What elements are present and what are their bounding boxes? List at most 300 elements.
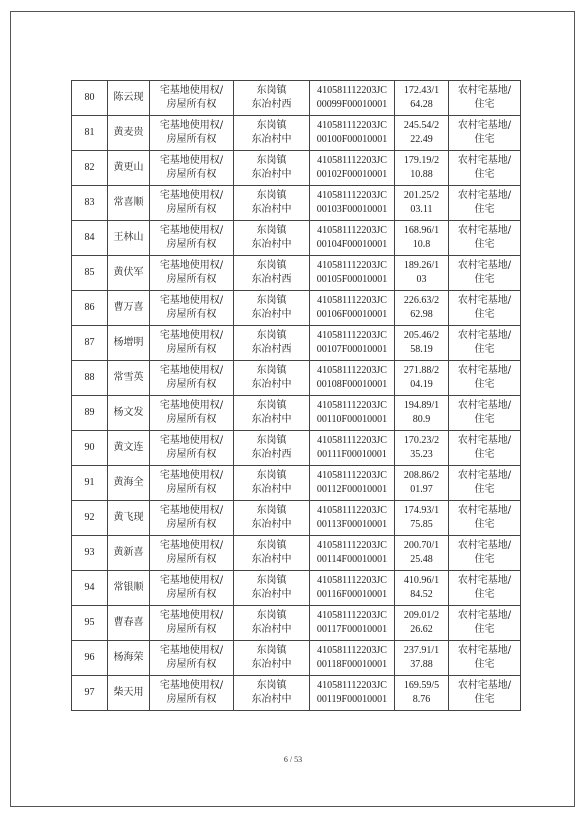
cell-usage-line: 住宅 — [474, 274, 495, 285]
cell-location — [234, 536, 310, 571]
cell-right-type-line: 房屋所有权 — [166, 519, 217, 530]
cell-number: 80 — [72, 81, 108, 116]
cell-area-line: 189.26/1 — [403, 260, 440, 271]
cell-area-line: 84.52 — [410, 589, 433, 600]
cell-number: 86 — [72, 291, 108, 326]
cell-area-line: 168.96/1 — [403, 225, 440, 236]
cell-owner-name: 黄飞现 — [108, 501, 150, 536]
cell-location-line: 东岗镇 — [256, 365, 287, 376]
cell-number: 90 — [72, 431, 108, 466]
cell-usage-line: 住宅 — [474, 519, 495, 530]
cell-unit-code-line: 00099F00010001 — [316, 99, 388, 110]
cell-unit-code-line: 00111F00010001 — [317, 449, 387, 460]
cell-owner-name: 陈云现 — [108, 81, 150, 116]
cell-location — [234, 256, 310, 291]
cell-location-line: 东岗镇 — [256, 155, 287, 166]
cell-location — [234, 606, 310, 641]
cell-right-type-line: 宅基地使用权/ — [159, 575, 224, 586]
cell-usage-line: 农村宅基地/ — [457, 190, 512, 201]
cell-number: 83 — [72, 186, 108, 221]
cell-location — [234, 431, 310, 466]
cell-usage-line: 住宅 — [474, 449, 495, 460]
cell-owner-name: 黄海全 — [108, 466, 150, 501]
cell-unit-code-line: 410581112203JC — [317, 435, 387, 446]
cell-unit-code-line: 410581112203JC — [317, 645, 387, 656]
cell-area-line: 22.49 — [410, 134, 433, 145]
cell-location — [234, 81, 310, 116]
cell-right-type-line: 宅基地使用权/ — [159, 505, 224, 516]
cell-area — [395, 466, 449, 501]
cell-right-type-line: 宅基地使用权/ — [159, 260, 224, 271]
cell-right-type-line: 房屋所有权 — [166, 99, 217, 110]
cell-right-type-line: 房屋所有权 — [166, 589, 217, 600]
cell-right-type-line: 房屋所有权 — [166, 659, 217, 670]
table-row — [72, 256, 521, 291]
cell-right-type-line: 宅基地使用权/ — [159, 155, 224, 166]
cell-usage — [449, 606, 521, 641]
cell-area — [395, 571, 449, 606]
cell-area-line: 62.98 — [410, 309, 433, 320]
cell-usage-line: 住宅 — [474, 134, 495, 145]
cell-right-type-line: 房屋所有权 — [166, 484, 217, 495]
cell-location — [234, 221, 310, 256]
cell-area — [395, 676, 449, 711]
cell-unit-code-line: 00106F00010001 — [316, 309, 388, 320]
cell-usage — [449, 256, 521, 291]
cell-area-line: 245.54/2 — [403, 120, 440, 131]
cell-location-line: 东岗镇 — [256, 540, 287, 551]
cell-location-line: 东冶村中 — [251, 134, 292, 145]
cell-number: 84 — [72, 221, 108, 256]
table-row — [72, 396, 521, 431]
cell-location-line: 东岗镇 — [256, 190, 287, 201]
cell-unit-code-line: 410581112203JC — [317, 190, 387, 201]
cell-owner-name: 杨增明 — [108, 326, 150, 361]
cell-right-type-line: 房屋所有权 — [166, 554, 217, 565]
cell-usage — [449, 571, 521, 606]
cell-right-type — [150, 186, 234, 221]
cell-right-type-line: 宅基地使用权/ — [159, 295, 224, 306]
cell-right-type-line: 房屋所有权 — [166, 379, 217, 390]
cell-area — [395, 81, 449, 116]
cell-usage-line: 住宅 — [474, 239, 495, 250]
cell-usage-line: 住宅 — [474, 309, 495, 320]
table-row — [72, 606, 521, 641]
cell-right-type — [150, 326, 234, 361]
cell-usage-line: 农村宅基地/ — [457, 330, 512, 341]
cell-location-line: 东冶村中 — [251, 554, 292, 565]
cell-area — [395, 151, 449, 186]
cell-right-type-line: 房屋所有权 — [166, 309, 217, 320]
cell-right-type — [150, 256, 234, 291]
cell-area — [395, 431, 449, 466]
cell-location — [234, 151, 310, 186]
cell-area-line: 209.01/2 — [403, 610, 440, 621]
cell-right-type-line: 房屋所有权 — [166, 169, 217, 180]
cell-usage-line: 农村宅基地/ — [457, 295, 512, 306]
cell-unit-code-line: 410581112203JC — [317, 575, 387, 586]
cell-location-line: 东冶村西 — [251, 449, 292, 460]
cell-right-type-line: 房屋所有权 — [166, 694, 217, 705]
table-row — [72, 221, 521, 256]
cell-location — [234, 291, 310, 326]
cell-usage-line: 农村宅基地/ — [457, 225, 512, 236]
cell-right-type-line: 房屋所有权 — [166, 274, 217, 285]
cell-right-type — [150, 606, 234, 641]
page-number: 6 / 53 — [283, 755, 303, 764]
cell-area — [395, 116, 449, 151]
cell-unit-code-line: 00113F00010001 — [316, 519, 388, 530]
table-row — [72, 151, 521, 186]
cell-unit-code — [310, 431, 395, 466]
cell-right-type-line: 房屋所有权 — [166, 344, 217, 355]
cell-unit-code-line: 410581112203JC — [317, 470, 387, 481]
cell-number: 91 — [72, 466, 108, 501]
cell-area — [395, 606, 449, 641]
cell-usage-line: 住宅 — [474, 204, 495, 215]
cell-right-type-line: 宅基地使用权/ — [159, 435, 224, 446]
cell-right-type — [150, 291, 234, 326]
cell-area-line: 201.25/2 — [403, 190, 440, 201]
cell-right-type — [150, 641, 234, 676]
cell-right-type-line: 宅基地使用权/ — [159, 365, 224, 376]
cell-owner-name: 常银顺 — [108, 571, 150, 606]
cell-unit-code-line: 410581112203JC — [317, 505, 387, 516]
cell-number: 96 — [72, 641, 108, 676]
cell-unit-code — [310, 676, 395, 711]
cell-unit-code — [310, 326, 395, 361]
cell-unit-code-line: 410581112203JC — [317, 155, 387, 166]
cell-location-line: 东岗镇 — [256, 400, 287, 411]
cell-location-line: 东岗镇 — [256, 330, 287, 341]
cell-area-line: 04.19 — [410, 379, 433, 390]
cell-unit-code-line: 00105F00010001 — [316, 274, 388, 285]
cell-location — [234, 116, 310, 151]
cell-location — [234, 641, 310, 676]
cell-owner-name: 王林山 — [108, 221, 150, 256]
cell-right-type — [150, 466, 234, 501]
cell-right-type-line: 宅基地使用权/ — [159, 120, 224, 131]
cell-usage-line: 住宅 — [474, 659, 495, 670]
cell-usage-line: 住宅 — [474, 344, 495, 355]
cell-number: 87 — [72, 326, 108, 361]
cell-usage — [449, 81, 521, 116]
cell-location-line: 东冶村西 — [251, 274, 292, 285]
cell-unit-code — [310, 501, 395, 536]
cell-unit-code-line: 00102F00010001 — [316, 169, 388, 180]
cell-usage — [449, 676, 521, 711]
cell-location-line: 东岗镇 — [256, 645, 287, 656]
cell-area — [395, 326, 449, 361]
table-row — [72, 641, 521, 676]
cell-area-line: 35.23 — [410, 449, 433, 460]
cell-unit-code-line: 410581112203JC — [317, 295, 387, 306]
cell-number: 89 — [72, 396, 108, 431]
cell-usage — [449, 501, 521, 536]
cell-right-type-line: 房屋所有权 — [166, 239, 217, 250]
cell-location — [234, 571, 310, 606]
cell-unit-code — [310, 571, 395, 606]
cell-area — [395, 536, 449, 571]
cell-area-line: 226.63/2 — [403, 295, 440, 306]
cell-location-line: 东冶村西 — [251, 99, 292, 110]
cell-area — [395, 221, 449, 256]
cell-right-type-line: 宅基地使用权/ — [159, 680, 224, 691]
cell-location-line: 东冶村中 — [251, 694, 292, 705]
cell-area-line: 170.23/2 — [403, 435, 440, 446]
cell-right-type-line: 宅基地使用权/ — [159, 400, 224, 411]
cell-usage — [449, 396, 521, 431]
cell-usage-line: 住宅 — [474, 694, 495, 705]
cell-unit-code — [310, 151, 395, 186]
cell-number: 88 — [72, 361, 108, 396]
cell-area-line: 10.8 — [412, 239, 431, 250]
cell-right-type — [150, 431, 234, 466]
cell-unit-code — [310, 641, 395, 676]
table-row — [72, 571, 521, 606]
cell-usage-line: 农村宅基地/ — [457, 260, 512, 271]
cell-unit-code-line: 410581112203JC — [317, 120, 387, 131]
records-table — [71, 80, 521, 711]
cell-unit-code-line: 410581112203JC — [317, 680, 387, 691]
cell-area-line: 205.46/2 — [403, 330, 440, 341]
cell-location — [234, 396, 310, 431]
cell-usage — [449, 326, 521, 361]
cell-location — [234, 676, 310, 711]
cell-number: 82 — [72, 151, 108, 186]
cell-usage-line: 住宅 — [474, 554, 495, 565]
cell-usage-line: 农村宅基地/ — [457, 610, 512, 621]
cell-unit-code — [310, 606, 395, 641]
cell-unit-code-line: 00117F00010001 — [316, 624, 388, 635]
cell-unit-code-line: 410581112203JC — [317, 610, 387, 621]
cell-right-type — [150, 361, 234, 396]
cell-usage — [449, 536, 521, 571]
table-row — [72, 291, 521, 326]
cell-area-line: 26.62 — [410, 624, 433, 635]
cell-unit-code-line: 00119F00010001 — [316, 694, 388, 705]
cell-area-line: 174.93/1 — [403, 505, 440, 516]
cell-unit-code-line: 410581112203JC — [317, 330, 387, 341]
cell-owner-name: 黄伏军 — [108, 256, 150, 291]
table-body — [72, 81, 521, 711]
cell-location — [234, 466, 310, 501]
cell-usage-line: 农村宅基地/ — [457, 400, 512, 411]
cell-usage — [449, 116, 521, 151]
cell-area-line: 80.9 — [412, 414, 431, 425]
cell-usage-line: 农村宅基地/ — [457, 365, 512, 376]
cell-location-line: 东岗镇 — [256, 575, 287, 586]
cell-unit-code-line: 00110F00010001 — [316, 414, 388, 425]
cell-location-line: 东岗镇 — [256, 610, 287, 621]
cell-right-type — [150, 396, 234, 431]
cell-usage — [449, 186, 521, 221]
cell-area — [395, 291, 449, 326]
cell-usage-line: 住宅 — [474, 484, 495, 495]
cell-area-line: 01.97 — [410, 484, 433, 495]
cell-usage — [449, 641, 521, 676]
cell-right-type-line: 房屋所有权 — [166, 449, 217, 460]
cell-area-line: 172.43/1 — [403, 85, 440, 96]
cell-right-type — [150, 221, 234, 256]
cell-unit-code-line: 00104F00010001 — [316, 239, 388, 250]
cell-unit-code — [310, 466, 395, 501]
cell-location-line: 东冶村中 — [251, 484, 292, 495]
cell-location — [234, 361, 310, 396]
cell-usage-line: 农村宅基地/ — [457, 470, 512, 481]
cell-unit-code-line: 00108F00010001 — [316, 379, 388, 390]
cell-location-line: 东冶村中 — [251, 169, 292, 180]
cell-right-type-line: 宅基地使用权/ — [159, 610, 224, 621]
cell-owner-name: 杨海荣 — [108, 641, 150, 676]
cell-location-line: 东岗镇 — [256, 85, 287, 96]
cell-number: 93 — [72, 536, 108, 571]
cell-unit-code — [310, 291, 395, 326]
cell-area-line: 8.76 — [412, 694, 431, 705]
cell-location-line: 东冶村中 — [251, 659, 292, 670]
cell-usage-line: 农村宅基地/ — [457, 435, 512, 446]
cell-location-line: 东冶村中 — [251, 589, 292, 600]
cell-right-type-line: 房屋所有权 — [166, 204, 217, 215]
cell-owner-name: 曹春喜 — [108, 606, 150, 641]
cell-right-type-line: 宅基地使用权/ — [159, 225, 224, 236]
cell-area-line: 03.11 — [410, 204, 433, 215]
cell-owner-name: 常雪英 — [108, 361, 150, 396]
cell-area-line: 271.88/2 — [403, 365, 440, 376]
table-row — [72, 466, 521, 501]
cell-area — [395, 361, 449, 396]
cell-owner-name: 黄新喜 — [108, 536, 150, 571]
cell-usage-line: 住宅 — [474, 99, 495, 110]
cell-location — [234, 326, 310, 361]
cell-right-type-line: 房屋所有权 — [166, 134, 217, 145]
cell-area — [395, 501, 449, 536]
table-row — [72, 81, 521, 116]
cell-area — [395, 256, 449, 291]
cell-unit-code — [310, 396, 395, 431]
cell-right-type — [150, 151, 234, 186]
cell-area-line: 194.89/1 — [403, 400, 440, 411]
cell-location-line: 东岗镇 — [256, 295, 287, 306]
cell-area-line: 64.28 — [410, 99, 433, 110]
cell-usage — [449, 466, 521, 501]
cell-area-line: 208.86/2 — [403, 470, 440, 481]
cell-location-line: 东岗镇 — [256, 260, 287, 271]
cell-area-line: 410.96/1 — [403, 575, 440, 586]
cell-usage-line: 住宅 — [474, 589, 495, 600]
cell-usage-line: 农村宅基地/ — [457, 85, 512, 96]
cell-usage-line: 农村宅基地/ — [457, 575, 512, 586]
cell-location-line: 东冶村中 — [251, 414, 292, 425]
cell-unit-code-line: 00112F00010001 — [316, 484, 388, 495]
cell-unit-code — [310, 81, 395, 116]
cell-number: 81 — [72, 116, 108, 151]
table-row — [72, 676, 521, 711]
cell-location-line: 东冶村中 — [251, 624, 292, 635]
cell-owner-name: 柴天用 — [108, 676, 150, 711]
table-row — [72, 186, 521, 221]
cell-unit-code-line: 410581112203JC — [317, 400, 387, 411]
cell-unit-code-line: 00116F00010001 — [316, 589, 388, 600]
cell-location-line: 东冶村中 — [251, 204, 292, 215]
cell-right-type-line: 宅基地使用权/ — [159, 470, 224, 481]
cell-location-line: 东岗镇 — [256, 470, 287, 481]
cell-usage-line: 农村宅基地/ — [457, 505, 512, 516]
cell-right-type-line: 房屋所有权 — [166, 624, 217, 635]
cell-usage-line: 住宅 — [474, 379, 495, 390]
cell-location-line: 东岗镇 — [256, 435, 287, 446]
cell-number: 92 — [72, 501, 108, 536]
cell-area-line: 237.91/1 — [403, 645, 440, 656]
cell-usage — [449, 361, 521, 396]
cell-owner-name: 黄更山 — [108, 151, 150, 186]
cell-right-type-line: 宅基地使用权/ — [159, 190, 224, 201]
cell-number: 95 — [72, 606, 108, 641]
cell-usage — [449, 291, 521, 326]
cell-area — [395, 186, 449, 221]
cell-right-type-line: 宅基地使用权/ — [159, 540, 224, 551]
cell-owner-name: 黄文连 — [108, 431, 150, 466]
cell-usage-line: 农村宅基地/ — [457, 155, 512, 166]
cell-area-line: 37.88 — [410, 659, 433, 670]
cell-location-line: 东岗镇 — [256, 225, 287, 236]
cell-location — [234, 501, 310, 536]
table-row — [72, 431, 521, 466]
cell-location-line: 东岗镇 — [256, 680, 287, 691]
cell-unit-code-line: 00107F00010001 — [316, 344, 388, 355]
table-row — [72, 361, 521, 396]
cell-right-type — [150, 501, 234, 536]
cell-owner-name: 常喜顺 — [108, 186, 150, 221]
cell-unit-code-line: 00114F00010001 — [316, 554, 388, 565]
cell-right-type — [150, 536, 234, 571]
cell-area-line: 03 — [416, 274, 427, 285]
cell-area-line: 169.59/5 — [403, 680, 440, 691]
cell-right-type — [150, 116, 234, 151]
table-row — [72, 326, 521, 361]
cell-usage-line: 农村宅基地/ — [457, 645, 512, 656]
cell-location-line: 东岗镇 — [256, 120, 287, 131]
cell-unit-code — [310, 536, 395, 571]
cell-right-type-line: 宅基地使用权/ — [159, 645, 224, 656]
cell-unit-code-line: 410581112203JC — [317, 365, 387, 376]
cell-unit-code — [310, 256, 395, 291]
cell-location-line: 东冶村中 — [251, 379, 292, 390]
cell-area-line: 10.88 — [410, 169, 433, 180]
cell-area — [395, 641, 449, 676]
cell-unit-code-line: 00103F00010001 — [316, 204, 388, 215]
cell-right-type — [150, 81, 234, 116]
cell-location-line: 东冶村中 — [251, 309, 292, 320]
cell-location-line: 东冶村中 — [251, 239, 292, 250]
cell-usage-line: 农村宅基地/ — [457, 120, 512, 131]
cell-unit-code — [310, 186, 395, 221]
cell-usage — [449, 151, 521, 186]
cell-usage — [449, 221, 521, 256]
cell-usage-line: 农村宅基地/ — [457, 680, 512, 691]
cell-location-line: 东岗镇 — [256, 505, 287, 516]
cell-owner-name: 曹万喜 — [108, 291, 150, 326]
cell-number: 94 — [72, 571, 108, 606]
cell-number: 85 — [72, 256, 108, 291]
cell-area — [395, 396, 449, 431]
table-row — [72, 116, 521, 151]
cell-usage-line: 住宅 — [474, 169, 495, 180]
cell-unit-code-line: 410581112203JC — [317, 225, 387, 236]
cell-right-type — [150, 571, 234, 606]
cell-right-type-line: 宅基地使用权/ — [159, 85, 224, 96]
cell-unit-code — [310, 221, 395, 256]
